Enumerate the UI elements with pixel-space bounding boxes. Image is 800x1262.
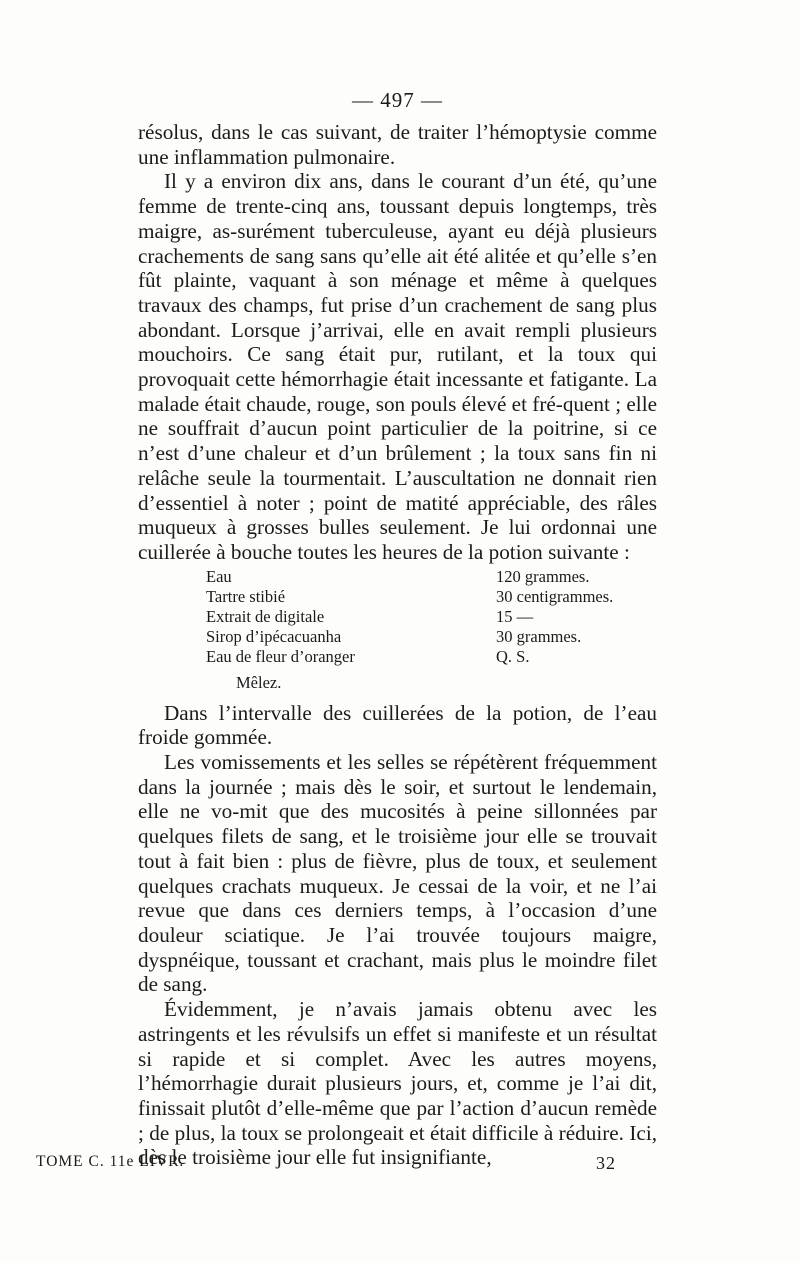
prescription-dose: 30 centigrammes. bbox=[496, 586, 614, 606]
paragraph-case-description: Il y a environ dix ans, dans le courant d’un été, qu’une femme de trente-cinq ans, toussant depuis longtemps, très maigre, as-surément tuberculeuse, ayant eu déjà plusieurs crachements de sang sans qu’elle ait été alitée et qu’elle s’en fût plainte, vaquant à son ménage et même à quelques travaux des champs, fut prise d’un crachement de sang plus abondant. Lorsque j’arrivai, elle en avait rempli plusieurs mouchoirs. Ce sang était pur, rutilant, et la toux qui provoquait cette hémorrhagie était incessante et fatigante. La malade était chaude, rouge, son pouls élevé et fré-quent ; elle ne souffrait d’aucun point particulier de la poitrine, si ce n’est d’une chaleur et d’un brûlement ; la toux sans fin ni relâche seule la tourmentait. L’auscultation ne donnait rien d’essentiel à noter ; point de matité appréciable, des râles muqueux à grosses bulles seulement. Je lui ordonnai une cuillerée à bouche toutes les heures de la potion suivante : bbox=[138, 169, 657, 564]
page-body bbox=[138, 88, 657, 1170]
prescription-item: Extrait de digitale bbox=[206, 606, 325, 626]
prescription-instruction: Mêlez. bbox=[236, 672, 282, 692]
prescription-line bbox=[138, 587, 657, 607]
prescription-item: Sirop d’ipécacuanha bbox=[206, 626, 342, 646]
prescription-line bbox=[138, 647, 657, 667]
paragraph-interval: Dans l’intervalle des cuillerées de la potion, de l’eau froide gommée. bbox=[138, 700, 657, 750]
prescription-dose: 120 grammes. bbox=[496, 566, 590, 586]
page-number-header: — 497 — bbox=[352, 88, 443, 112]
prescription-dose: 15 — bbox=[496, 606, 534, 626]
prescription-item: Eau de fleur d’oranger bbox=[206, 646, 355, 666]
prescription-dose: 30 grammes. bbox=[496, 626, 582, 646]
signature-number: 32 bbox=[596, 1153, 616, 1173]
paragraph-continuation: résolus, dans le cas suivant, de traiter l’hémoptysie comme une inflammation pulmonaire. bbox=[138, 120, 657, 169]
prescription-line bbox=[138, 627, 657, 647]
prescription-line bbox=[138, 607, 657, 627]
paragraph-outcome: Les vomissements et les selles se répétèrent fréquemment dans la journée ; mais dès le soir, et surtout le lendemain, elle ne vo-mit que des mucosités à peine sillonnées par quelques filets de sang, et le troisième jour elle se trouvait tout à fait bien : plus de fièvre, plus de toux, et seulement quelques crachats muqueux. Je cessai de la voir, et ne l’ai revue que dans ces derniers temps, à l’occasion d’une douleur sciatique. Je l’ai trouvée toujours maigre, dyspnéique, toussant et crachant, mais plus le moindre filet de sang. bbox=[138, 750, 657, 997]
prescription-line bbox=[138, 567, 657, 587]
signature-mark: TOME C. 11e LIVR. bbox=[36, 1153, 185, 1170]
prescription-dose: Q. S. bbox=[496, 646, 530, 666]
paragraph-conclusion: Évidemment, je n’avais jamais obtenu avec les astringents et les révulsifs un effet si manifeste et un résultat si rapide et si complet. Avec les autres moyens, l’hémorrhagie durait plusieurs jours, et, comme je l’ai dit, finissait plutôt d’elle-même que par l’action d’aucun remède ; de plus, la toux se prolongeait et était difficile à réduire. Ici, dès le troisième jour elle fut insignifiante, bbox=[138, 997, 657, 1170]
prescription-item: Tartre stibié bbox=[206, 586, 286, 606]
prescription-item: Eau bbox=[206, 566, 232, 586]
prescription-list bbox=[138, 567, 657, 667]
